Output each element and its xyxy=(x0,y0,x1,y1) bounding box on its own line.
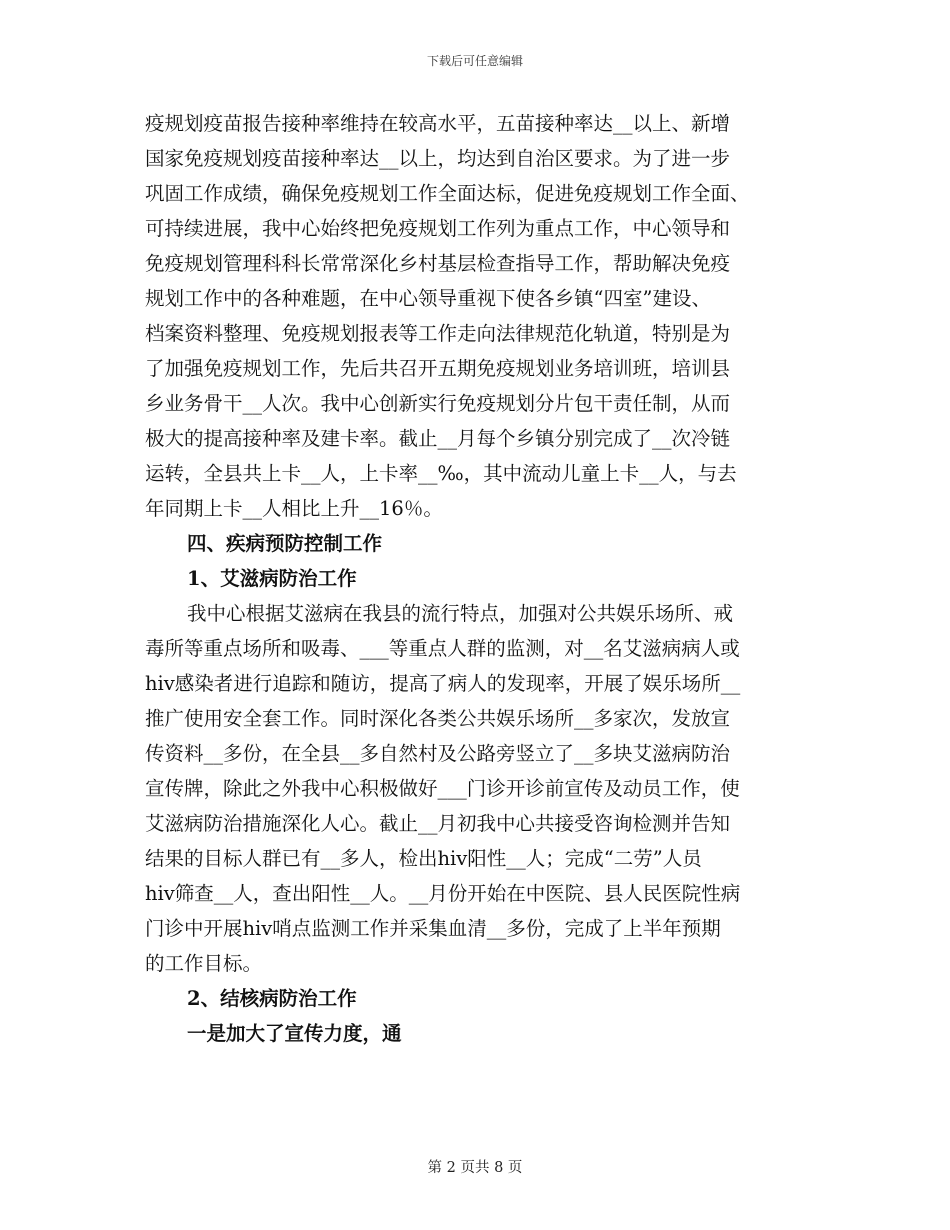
paragraph-immunization xyxy=(145,106,815,526)
text-line: 我中心根据艾滋病在我县的流行特点，加强对公共娱乐场所、戒 xyxy=(187,602,734,625)
text-line: hiv筛查__人，查出阳性__人。__月份开始在中医院、县人民医院性病 xyxy=(145,882,741,905)
text-line: 传资料__多份，在全县__多自然村及公路旁竖立了__多块艾滋病防治 xyxy=(145,742,731,765)
text-line: 疫规划疫苗报告接种率维持在较高水平，五苗接种率达__以上、新增 xyxy=(145,112,731,135)
document-body xyxy=(145,106,815,1051)
text-line: 档案资料整理、免疫规划报表等工作走向法律规范化轨道，特别是为 xyxy=(145,322,731,345)
text-line: 宣传牌，除此之外我中心积极做好___门诊开诊前宣传及动员工作，使 xyxy=(145,777,740,800)
text-line: 年同期上卡__人相比上升__16％。 xyxy=(145,497,443,520)
text-line: 极大的提高接种率及建卡率。截止__月每个乡镇分别完成了__次冷链 xyxy=(145,427,731,450)
text-line: 门诊中开展hiv哨点监测工作并采集血清__多份，完成了上半年预期 xyxy=(145,917,721,940)
text-line: 推广使用安全套工作。同时深化各类公共娱乐场所__多家次，发放宣 xyxy=(145,707,731,730)
subheading-aids: 1、艾滋病防治工作 xyxy=(187,567,357,590)
subheading-tuberculosis: 2、结核病防治工作 xyxy=(187,987,357,1010)
page-footer: 第 2 页共 8 页 xyxy=(427,1160,523,1176)
text-line: hiv感染者进行追踪和随访，提高了病人的发现率，开展了娱乐场所__ xyxy=(145,672,741,695)
subheading-publicity: 一是加大了宣传力度，通 xyxy=(187,1022,402,1045)
text-line: 结果的目标人群已有__多人，检出hiv阳性__人；完成“二劳”人员 xyxy=(145,847,702,870)
text-line: 毒所等重点场所和吸毒、___等重点人群的监测，对__名艾滋病病人或 xyxy=(145,637,740,660)
text-line: 可持续进展，我中心始终把免疫规划工作列为重点工作，中心领导和 xyxy=(145,217,731,240)
text-line: 的工作目标。 xyxy=(145,952,263,975)
text-line: 规划工作中的各种难题，在中心领导重视下使各乡镇“四室”建设、 xyxy=(145,287,711,310)
text-line: 运转，全县共上卡__人，上卡率__‰，其中流动儿童上卡__人，与去 xyxy=(145,462,737,485)
page-header: 下载后可任意编辑 xyxy=(426,54,523,68)
text-line: 乡业务骨干__人次。我中心创新实行免疫规划分片包干责任制，从而 xyxy=(145,392,731,415)
paragraph-aids xyxy=(145,596,815,981)
text-line: 了加强免疫规划工作，先后共召开五期免疫规划业务培训班，培训县 xyxy=(145,357,731,380)
section-heading-disease-control: 四、疾病预防控制工作 xyxy=(187,532,383,555)
text-line: 国家免疫规划疫苗接种率达__以上，均达到自治区要求。为了进一步 xyxy=(145,147,731,170)
text-line: 免疫规划管理科科长常常深化乡村基层检查指导工作，帮助解决免疫 xyxy=(145,252,731,275)
text-line: 艾滋病防治措施深化人心。截止__月初我中心共接受咨询检测并告知 xyxy=(145,812,731,835)
text-line: 巩固工作成绩，确保免疫规划工作全面达标，促进免疫规划工作全面、 xyxy=(145,182,750,205)
